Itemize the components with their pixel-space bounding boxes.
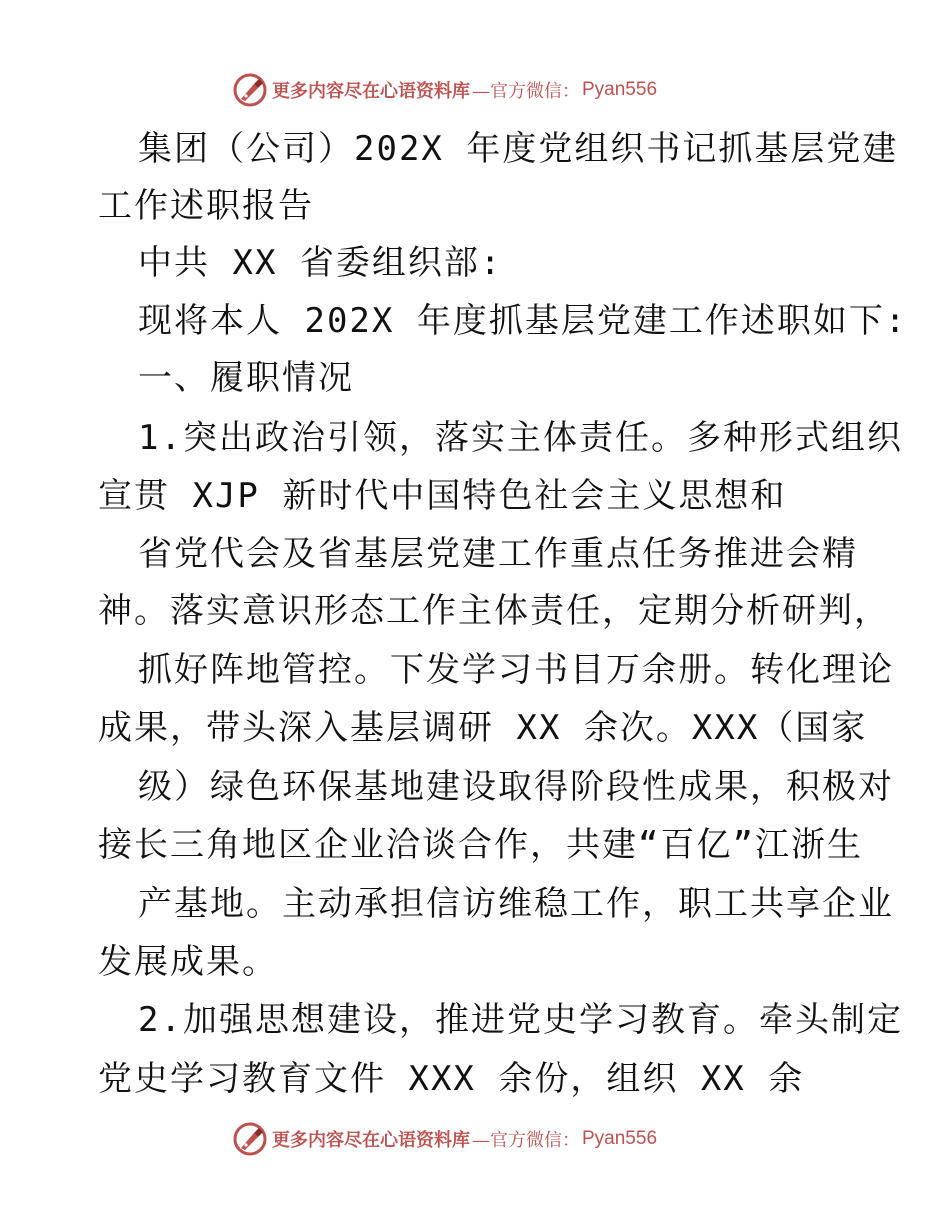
body-line: 成果，带头深入基层调研 XX 余次。XXX（国家 <box>98 708 868 748</box>
body-line: 党史学习教育文件 XXX 余份，组织 XX 余 <box>98 1059 805 1099</box>
body-line: 省党代会及省基层党建工作重点任务推进会精 <box>138 534 858 574</box>
doc-title-line-1: 集团（公司）202X 年度党组织书记抓基层党建 <box>138 129 899 169</box>
banner-wechat-id: Pyan556 <box>582 79 658 100</box>
footer-banner <box>232 1117 657 1161</box>
body-line: 2.加强思想建设，推进党史学习教育。牵头制定 <box>138 1000 903 1040</box>
banner-main-text: 更多内容尽在心语资料库 <box>272 81 470 102</box>
body-line: 抓好阵地管控。下发学习书目万余册。转化理论 <box>138 650 894 690</box>
body-line: 神。落实意识形态工作主体责任，定期分析研判， <box>98 591 890 631</box>
fountain-pen-logo-icon <box>232 1121 268 1157</box>
header-banner <box>232 68 657 112</box>
body-line: 接长三角地区企业洽谈合作，共建“百亿”江浙生 <box>98 825 863 865</box>
body-line: 产基地。主动承担信访维稳工作，职工共享企业 <box>138 884 894 924</box>
salutation: 中共 XX 省委组织部: <box>138 243 503 283</box>
intro-line: 现将本人 202X 年度抓基层党建工作述职如下: <box>138 301 908 341</box>
body-line: 发展成果。 <box>98 942 278 982</box>
doc-title-line-2: 工作述职报告 <box>98 186 314 226</box>
banner-wechat-id: Pyan556 <box>582 1128 658 1149</box>
section-heading: 一、履职情况 <box>138 358 354 398</box>
body-line: 级）绿色环保基地建设取得阶段性成果，积极对 <box>138 767 894 807</box>
body-line: 1.突出政治引领，落实主体责任。多种形式组织 <box>138 418 903 458</box>
body-line: 宣贯 XJP 新时代中国特色社会主义思想和 <box>98 476 787 516</box>
fountain-pen-logo-icon <box>232 72 268 108</box>
banner-wechat-label: —官方微信： <box>472 1130 580 1151</box>
banner-main-text: 更多内容尽在心语资料库 <box>272 1130 470 1151</box>
banner-wechat-label: —官方微信： <box>472 81 580 102</box>
